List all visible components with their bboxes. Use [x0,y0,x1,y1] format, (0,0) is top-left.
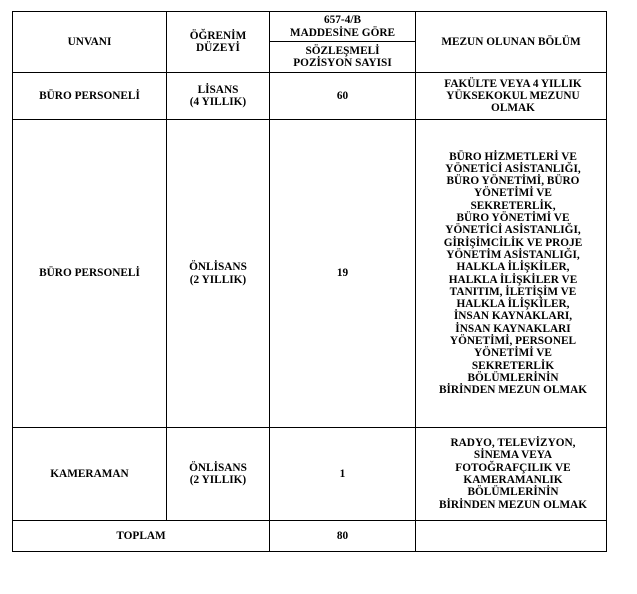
position-title: BÜRO PERSONELİ [13,120,167,428]
position-count: 19 [270,120,416,428]
table-row [13,73,607,120]
position-title: BÜRO PERSONELİ [13,73,167,120]
education-level: ÖNLİSANS (2 YILLIK) [167,428,270,521]
department-requirement: BÜRO HİZMETLERİ VE YÖNETİCİ ASİSTANLIĞI, BÜRO YÖNETİMİ, BÜRO YÖNETİMİ VE SEKRETERLİK, BÜRO YÖNETİMİ VE YÖNETİCİ ASİSTANLIĞI, GİRİŞİMCİLİK VE PROJE YÖNETİM ASİSTANLIĞI, HALKLA İLİŞKİLER, HALKLA İLİŞKİLER VE TANITIM, İLETİŞİM VE HALKLA İLİŞKİLER, İNSAN KAYNAKLARI, İNSAN KAYNAKLARI YÖNETİMİ, PERSONEL YÖNETİMİ VE SEKRETERLİK BÖLÜMLERİNİN BİRİNDEN MEZUN OLMAK [416,120,607,428]
education-level: ÖNLİSANS (2 YILLIK) [167,120,270,428]
total-row [13,521,607,552]
header-row-top [13,12,607,42]
department-requirement: FAKÜLTE VEYA 4 YILLIK YÜKSEKOKUL MEZUNU OLMAK [416,73,607,120]
position-title: KAMERAMAN [13,428,167,521]
education-level: LİSANS (4 YILLIK) [167,73,270,120]
position-count: 60 [270,73,416,120]
department-requirement: RADYO, TELEVİZYON, SİNEMA VEYA FOTOĞRAFÇILIK VE KAMERAMANLIK BÖLÜMLERİNİN BİRİNDEN MEZUN OLMAK [416,428,607,521]
header-department: MEZUN OLUNAN BÖLÜM [416,12,607,73]
header-count-bottom: SÖZLEŞMELİ POZİSYON SAYISI [270,42,416,73]
position-count: 1 [270,428,416,521]
header-education: ÖĞRENİM DÜZEYİ [167,12,270,73]
table-row [13,428,607,521]
positions-table [12,11,607,552]
header-title: UNVANI [13,12,167,73]
header-count-top: 657-4/B MADDESİNE GÖRE [270,12,416,42]
total-empty-cell [416,521,607,552]
table-row [13,120,607,428]
total-count: 80 [270,521,416,552]
total-label: TOPLAM [13,521,270,552]
